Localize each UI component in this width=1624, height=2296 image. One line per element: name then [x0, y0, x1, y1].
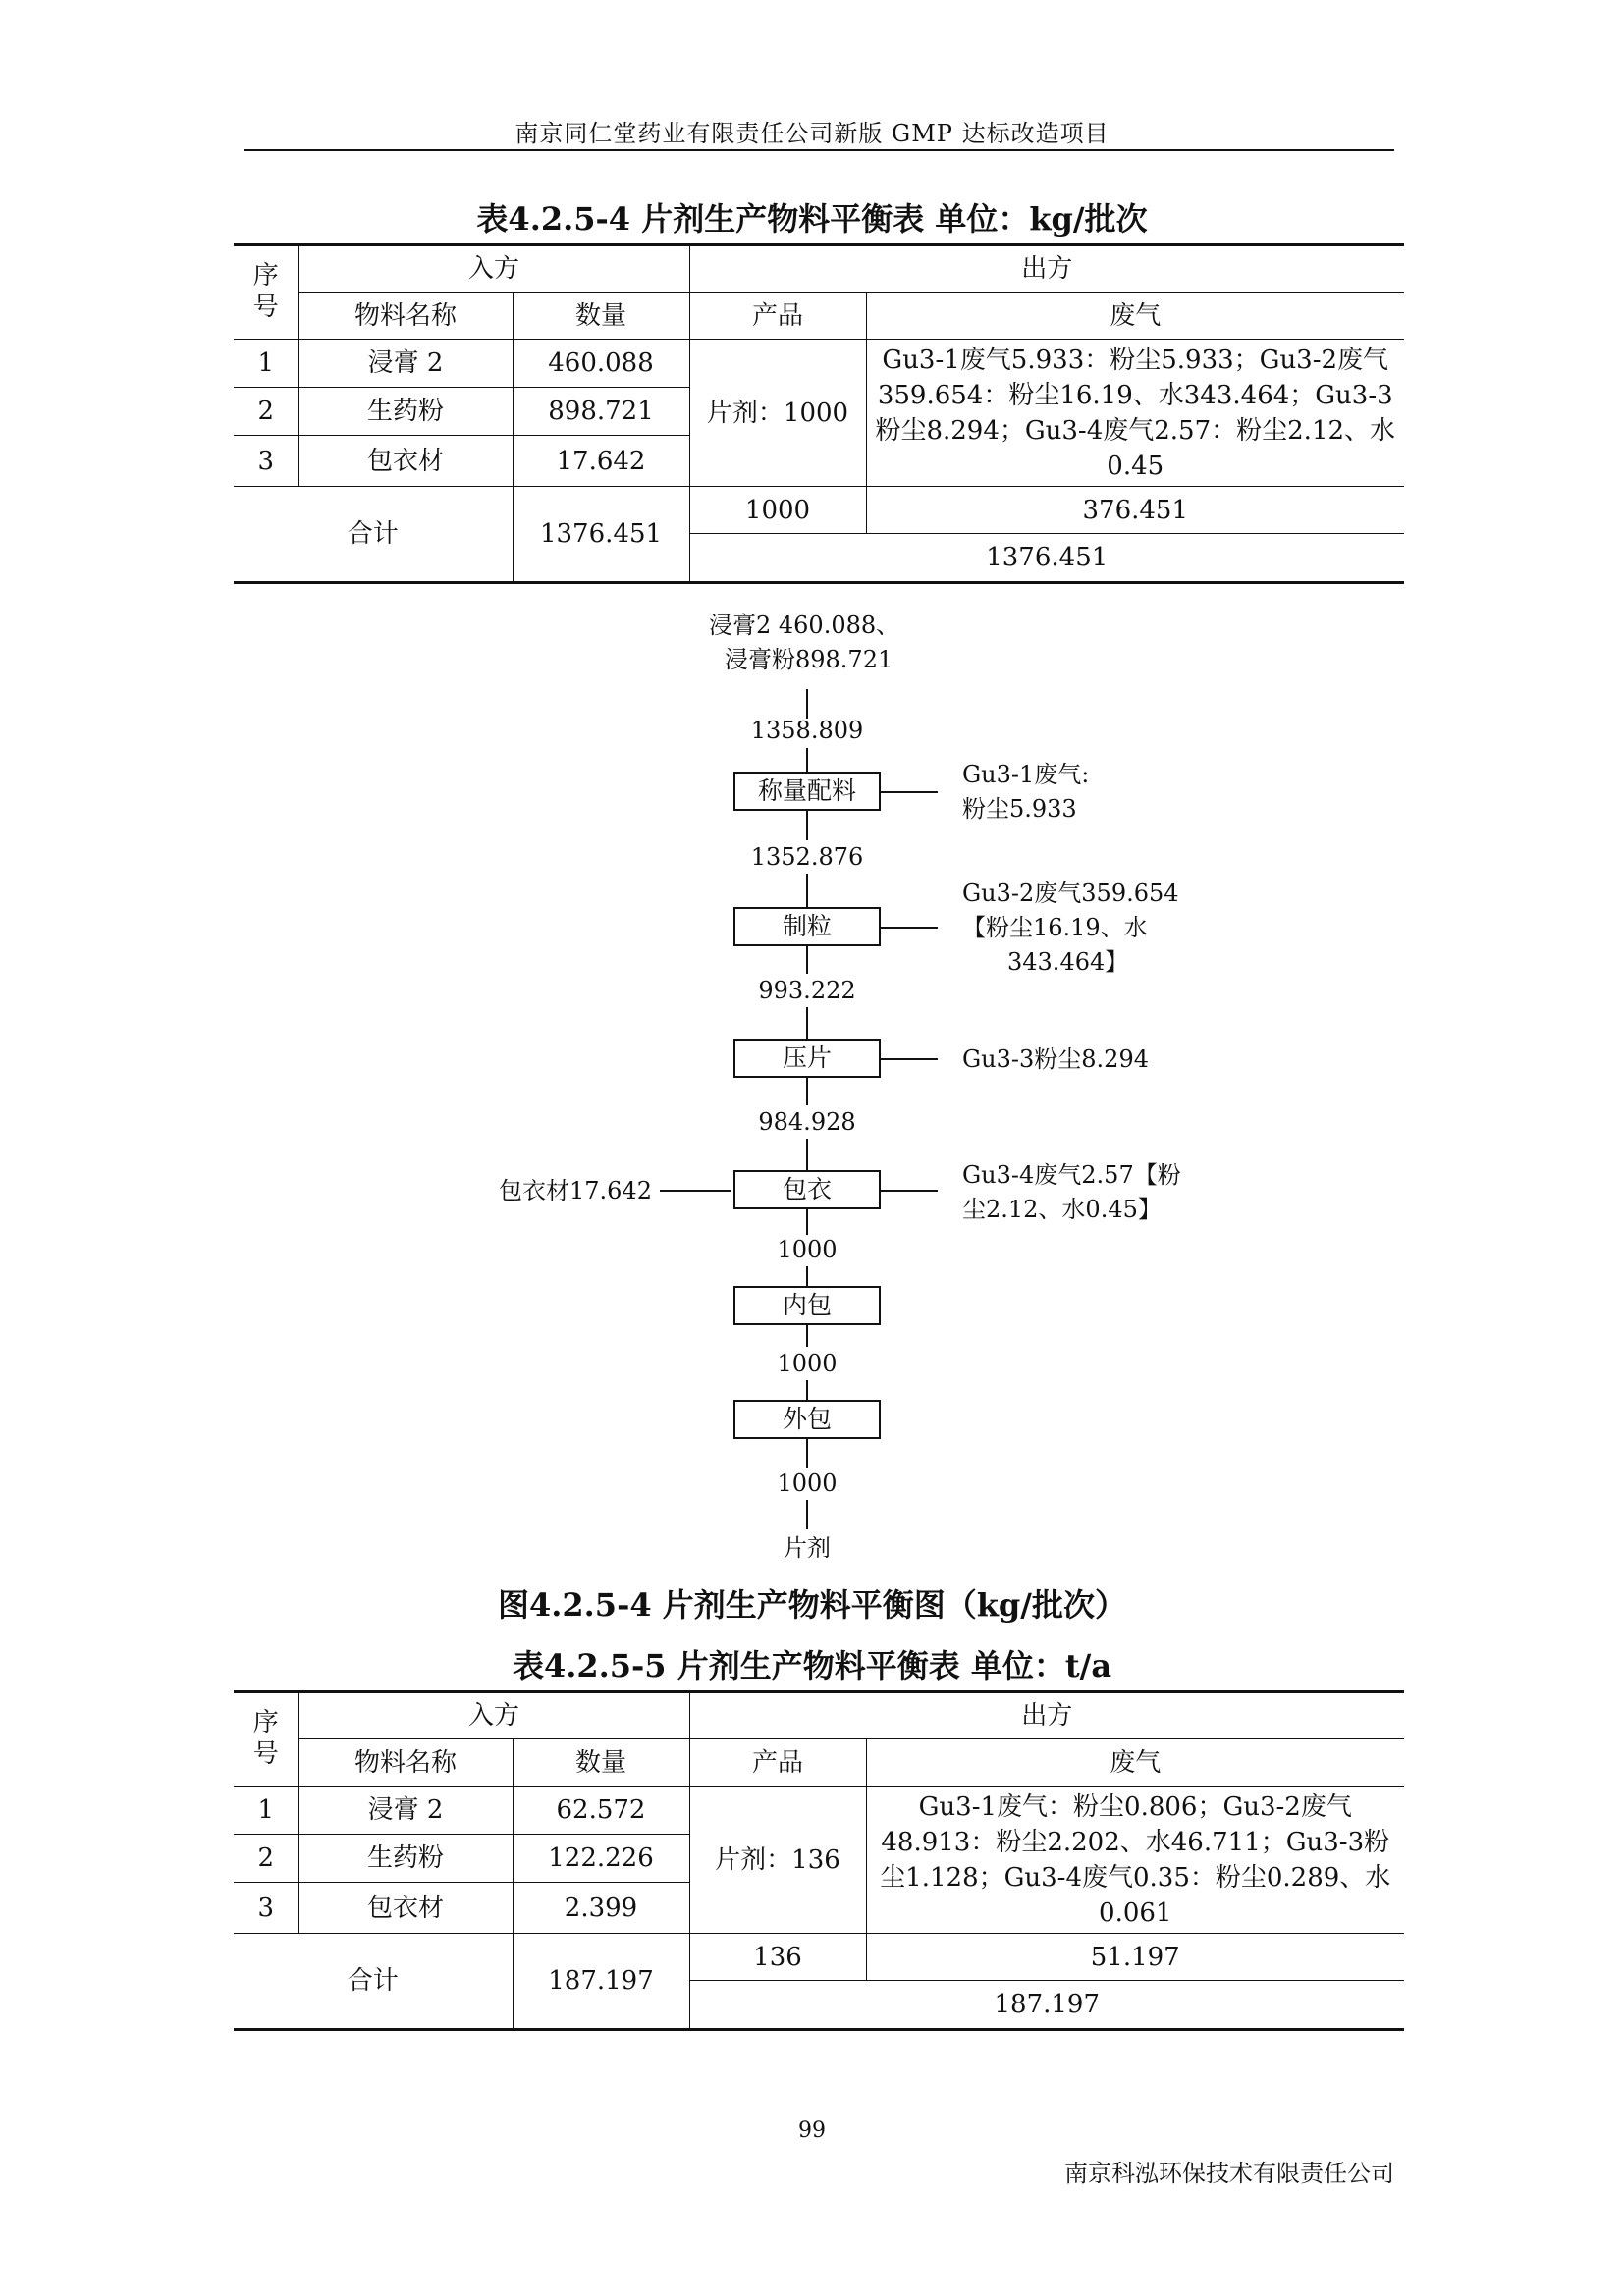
side-gu3-2-line3: 343.464】: [1007, 948, 1129, 976]
table1-total-label: 合计: [234, 487, 513, 583]
table2-total-waste: 51.197: [866, 1934, 1404, 1981]
flow-value-5: 1000: [777, 1236, 838, 1263]
flow-connector: [806, 1209, 808, 1235]
flow-connector: [806, 1266, 808, 1286]
row-qty: 62.572: [513, 1787, 689, 1835]
flow-connector: [806, 1439, 808, 1468]
table2-header-name: 物料名称: [298, 1739, 513, 1787]
step-outer-pack-box: 外包: [733, 1400, 881, 1439]
table-row: [234, 1787, 1404, 1835]
table2-total-label: 合计: [234, 1934, 513, 2030]
flow-input-line2: 浸膏粉898.721: [725, 646, 893, 673]
footer-company: 南京科泓环保技术有限责任公司: [1064, 2160, 1394, 2187]
flow-connector: [806, 1078, 808, 1105]
table2-header-product: 产品: [689, 1739, 866, 1787]
flow-value-6: 1000: [777, 1350, 838, 1377]
table2-waste: Gu3-1废气：粉尘0.806；Gu3-2废气48.913：粉尘2.202、水46.711；Gu3-3粉尘1.128；Gu3-4废气0.35：粉尘0.289、水0.061: [866, 1787, 1404, 1934]
table2-product: 片剂：136: [689, 1787, 866, 1934]
row-name: 生药粉: [298, 1835, 513, 1883]
flow-connector: [806, 1500, 808, 1529]
table1-total-in: 1376.451: [513, 487, 689, 583]
table2-total-product: 136: [689, 1934, 866, 1981]
flow-connector: [806, 1007, 808, 1039]
document-header: 南京同仁堂药业有限责任公司新版 GMP 达标改造项目: [514, 120, 1110, 147]
flow-connector: [660, 1190, 731, 1192]
flow-input-line1: 浸膏2 460.088、: [709, 612, 900, 639]
step-inner-pack-box: 内包: [733, 1286, 881, 1325]
side-gu3-4-line1: Gu3-4废气2.57【粉: [962, 1161, 1181, 1189]
row-no: 2: [234, 1835, 298, 1883]
flow-connector: [806, 811, 808, 840]
flow-connector: [806, 1380, 808, 1400]
table1-header-seq: 序号: [234, 245, 298, 340]
flow-connector: [881, 927, 938, 929]
row-no: 1: [234, 340, 298, 388]
flow-connector: [881, 791, 938, 793]
row-name: 浸膏 2: [298, 340, 513, 388]
side-gu3-4-line2: 尘2.12、水0.45】: [962, 1196, 1162, 1223]
row-qty: 2.399: [513, 1883, 689, 1934]
row-no: 3: [234, 436, 298, 487]
row-no: 3: [234, 1883, 298, 1934]
table2-total-out: 187.197: [689, 1981, 1404, 2030]
flow-value-3: 993.222: [758, 977, 856, 1004]
table2-header-seq: 序号: [234, 1692, 298, 1787]
table2-header-in: 入方: [298, 1692, 689, 1739]
side-gu3-1-line1: Gu3-1废气:: [962, 761, 1090, 788]
step-granulation-box: 制粒: [733, 907, 881, 946]
table1: [234, 243, 1404, 584]
row-qty: 460.088: [513, 340, 689, 388]
coating-input-label: 包衣材17.642: [499, 1177, 652, 1204]
row-qty: 122.226: [513, 1835, 689, 1883]
table1-header-out: 出方: [689, 245, 1404, 293]
step-coating-box: 包衣: [733, 1170, 881, 1209]
table1-total-waste: 376.451: [866, 487, 1404, 534]
step-tableting-box: 压片: [733, 1039, 881, 1078]
flow-connector: [881, 1058, 938, 1060]
header-rule: [244, 149, 1394, 151]
table1-product: 片剂：1000: [689, 340, 866, 487]
flow-connector: [806, 874, 808, 907]
page-number: 99: [798, 2118, 826, 2143]
table2-header-qty: 数量: [513, 1739, 689, 1787]
table1-header-qty: 数量: [513, 293, 689, 340]
flow-value-4: 984.928: [758, 1108, 856, 1136]
table1-waste: Gu3-1废气5.933：粉尘5.933；Gu3-2废气359.654：粉尘16.19、水343.464；Gu3-3粉尘8.294；Gu3-4废气2.57：粉尘2.12、水0.45: [866, 340, 1404, 487]
table1-header-name: 物料名称: [298, 293, 513, 340]
side-gu3-2-line2: 【粉尘16.19、水: [962, 914, 1148, 941]
row-name: 包衣材: [298, 436, 513, 487]
table1-caption: 表4.2.5-4 片剂生产物料平衡表 单位：kg/批次: [476, 200, 1148, 238]
table1-total-product: 1000: [689, 487, 866, 534]
table2-header-waste: 废气: [866, 1739, 1404, 1787]
row-name: 浸膏 2: [298, 1787, 513, 1835]
flow-connector: [806, 748, 808, 772]
side-gu3-3: Gu3-3粉尘8.294: [962, 1045, 1149, 1073]
row-no: 1: [234, 1787, 298, 1835]
flow-connector: [806, 1139, 808, 1170]
flow-output-label: 片剂: [784, 1534, 831, 1562]
flow-connector: [881, 1190, 938, 1192]
row-name: 生药粉: [298, 388, 513, 436]
side-gu3-1-line2: 粉尘5.933: [962, 795, 1077, 823]
table1-total-out: 1376.451: [689, 534, 1404, 583]
side-gu3-2-line1: Gu3-2废气359.654: [962, 880, 1179, 907]
flow-value-7: 1000: [777, 1469, 838, 1497]
table1-header-product: 产品: [689, 293, 866, 340]
table2-caption: 表4.2.5-5 片剂生产物料平衡表 单位：t/a: [512, 1647, 1112, 1684]
row-qty: 898.721: [513, 388, 689, 436]
row-no: 2: [234, 388, 298, 436]
table2: [234, 1690, 1404, 2031]
table1-header-in: 入方: [298, 245, 689, 293]
flow-value-1: 1358.809: [750, 717, 864, 744]
table1-header-waste: 废气: [866, 293, 1404, 340]
step-weighing-box: 称量配料: [733, 772, 881, 811]
row-name: 包衣材: [298, 1883, 513, 1934]
table2-header-out: 出方: [689, 1692, 1404, 1739]
flow-value-2: 1352.876: [750, 843, 864, 871]
flow-connector: [806, 946, 808, 974]
row-qty: 17.642: [513, 436, 689, 487]
table-row: [234, 340, 1404, 388]
figure-caption: 图4.2.5-4 片剂生产物料平衡图（kg/批次）: [497, 1586, 1126, 1624]
flow-connector: [806, 1325, 808, 1347]
table2-total-in: 187.197: [513, 1934, 689, 2030]
